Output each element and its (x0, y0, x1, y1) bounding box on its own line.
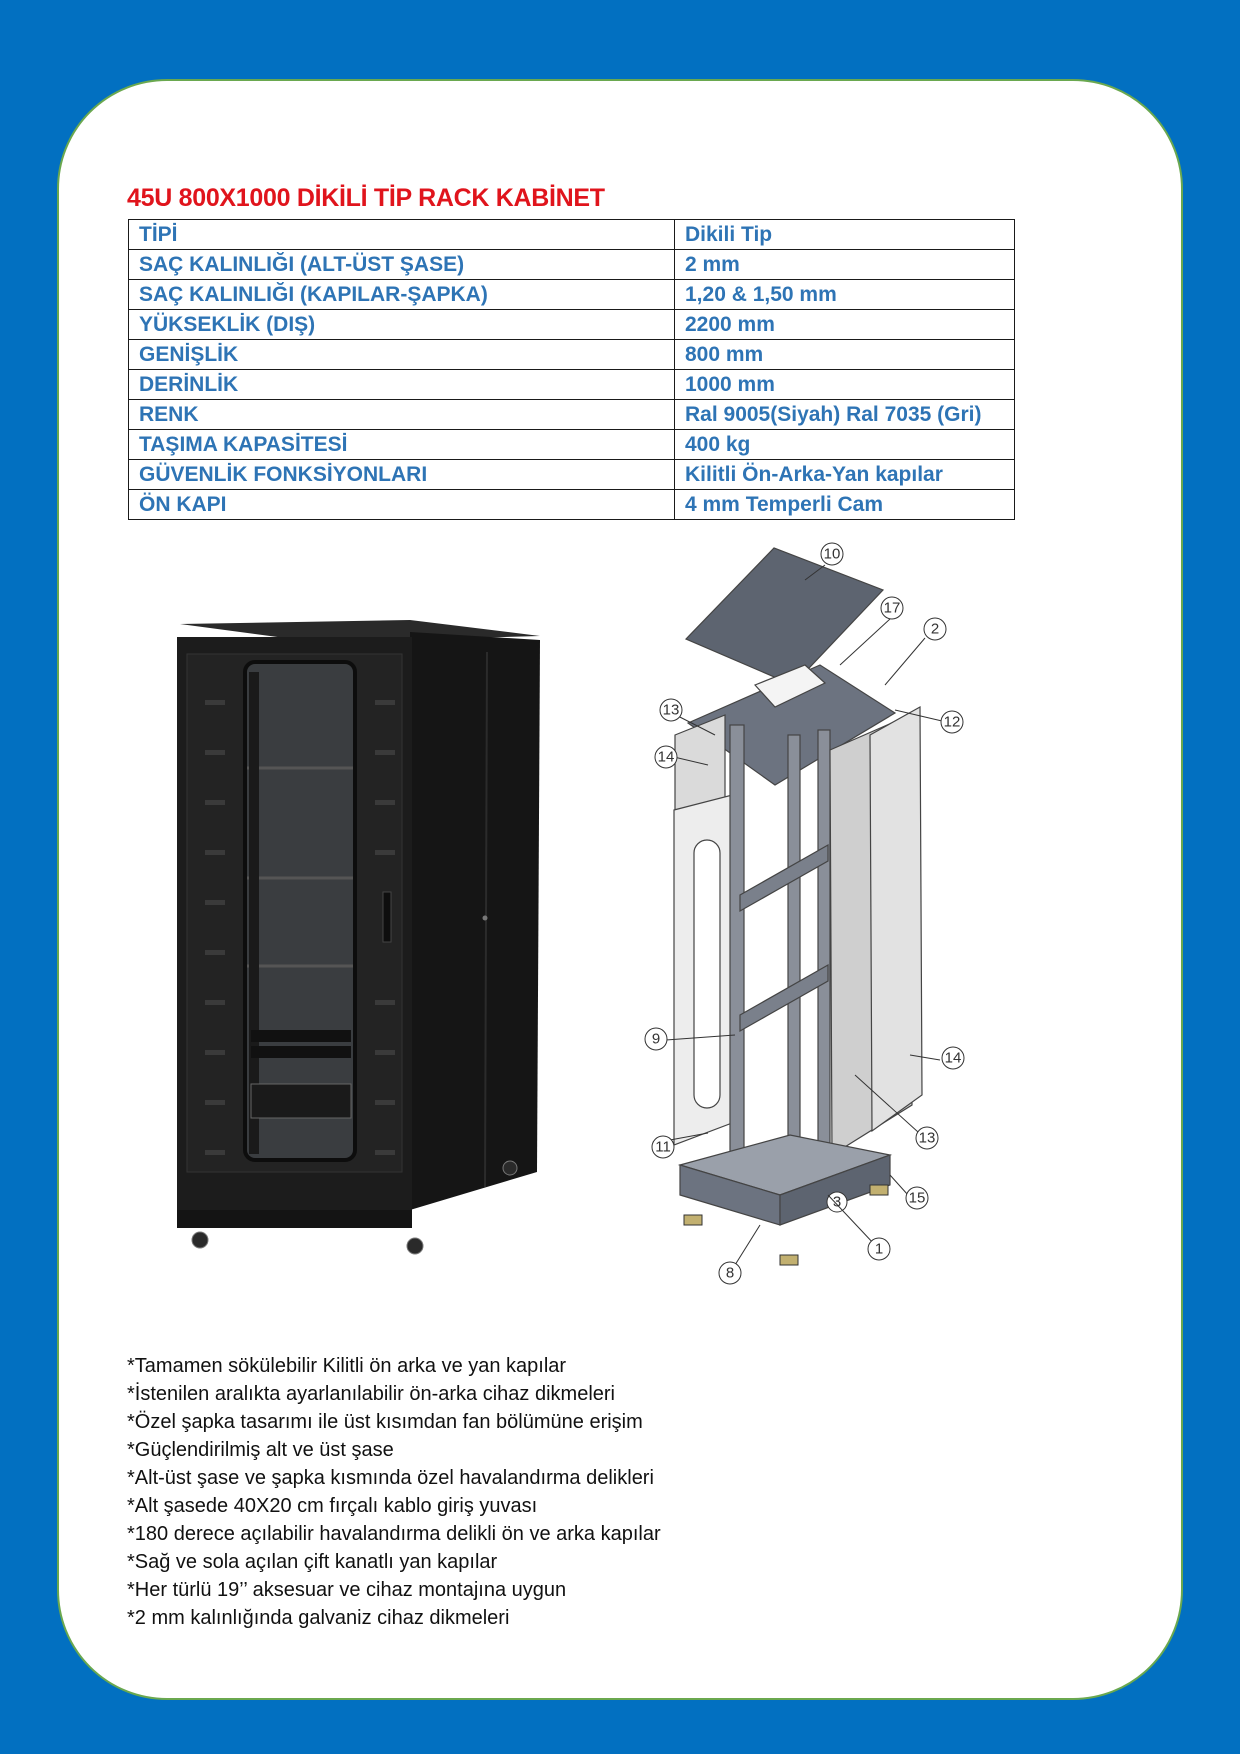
spec-value: 800 mm (675, 340, 1015, 370)
callout-1: 1 (874, 1240, 884, 1258)
page-title: 45U 800X1000 DİKİLİ TİP RACK KABİNET (127, 184, 605, 212)
callout-14-right: 14 (944, 1049, 962, 1067)
feature-item: *2 mm kalınlığında galvaniz cihaz dikmeleri (127, 1607, 510, 1629)
feature-list (127, 1352, 661, 1632)
callout-9: 9 (651, 1030, 661, 1048)
spec-label: GÜVENLİK FONKSİYONLARI (129, 460, 675, 490)
spec-value: 400 kg (675, 430, 1015, 460)
spec-row (129, 310, 1015, 340)
spec-value: Ral 9005(Siyah) Ral 7035 (Gri) (675, 400, 1015, 430)
feature-item: *Güçlendirilmiş alt ve üst şase (127, 1439, 394, 1461)
callout-3: 3 (832, 1193, 842, 1211)
spec-value: 1,20 & 1,50 mm (675, 280, 1015, 310)
spec-value: 2200 mm (675, 310, 1015, 340)
callout-13-top: 13 (662, 701, 680, 719)
spec-label: ÖN KAPI (129, 490, 675, 520)
spec-label: TİPİ (129, 220, 675, 250)
spec-label: GENİŞLİK (129, 340, 675, 370)
feature-item: *Tamamen sökülebilir Kilitli ön arka ve yan kapılar (127, 1355, 567, 1377)
callout-11: 11 (655, 1138, 671, 1156)
feature-item: *Alt-üst şase ve şapka kısmında özel havalandırma delikleri (127, 1467, 654, 1489)
spec-table (128, 219, 1015, 520)
callout-2: 2 (930, 620, 940, 638)
spec-label: SAÇ KALINLIĞI (ALT-ÜST ŞASE) (129, 250, 675, 280)
callout-8: 8 (725, 1264, 735, 1282)
rack-cabinet-photo (165, 612, 550, 1257)
spec-value: Kilitli Ön-Arka-Yan kapılar (675, 460, 1015, 490)
spec-row (129, 490, 1015, 520)
spec-label: RENK (129, 400, 675, 430)
feature-item: *Alt şasede 40X20 cm fırçalı kablo giriş yuvası (127, 1495, 538, 1517)
spec-row (129, 400, 1015, 430)
callout-10: 10 (823, 545, 841, 563)
spec-row (129, 280, 1015, 310)
spec-row (129, 250, 1015, 280)
feature-item: *İstenilen aralıkta ayarlanılabilir ön-arka cihaz dikmeleri (127, 1383, 615, 1405)
spec-value: 1000 mm (675, 370, 1015, 400)
callout-15: 15 (908, 1189, 926, 1207)
spec-row (129, 430, 1015, 460)
feature-item: *Sağ ve sola açılan çift kanatlı yan kapılar (127, 1551, 498, 1573)
spec-row (129, 340, 1015, 370)
callout-17: 17 (883, 599, 901, 617)
feature-item: *Her türlü 19’’ aksesuar ve cihaz montajına uygun (127, 1579, 567, 1601)
feature-item: *Özel şapka tasarımı ile üst kısımdan fan bölümüne erişim (127, 1411, 643, 1433)
callout-12: 12 (943, 713, 961, 731)
spec-value: 2 mm (675, 250, 1015, 280)
spec-row (129, 370, 1015, 400)
spec-label: DERİNLİK (129, 370, 675, 400)
spec-label: TAŞIMA KAPASİTESİ (129, 430, 675, 460)
feature-item: *180 derece açılabilir havalandırma delikli ön ve arka kapılar (127, 1523, 661, 1545)
spec-value: Dikili Tip (675, 220, 1015, 250)
spec-label: SAÇ KALINLIĞI (KAPILAR-ŞAPKA) (129, 280, 675, 310)
exploded-view-diagram (651, 535, 1080, 1290)
callout-13-bottom: 13 (918, 1129, 936, 1147)
spec-row (129, 220, 1015, 250)
spec-value: 4 mm Temperli Cam (675, 490, 1015, 520)
callout-14-left: 14 (657, 748, 675, 766)
spec-row (129, 460, 1015, 490)
spec-label: YÜKSEKLİK (DIŞ) (129, 310, 675, 340)
